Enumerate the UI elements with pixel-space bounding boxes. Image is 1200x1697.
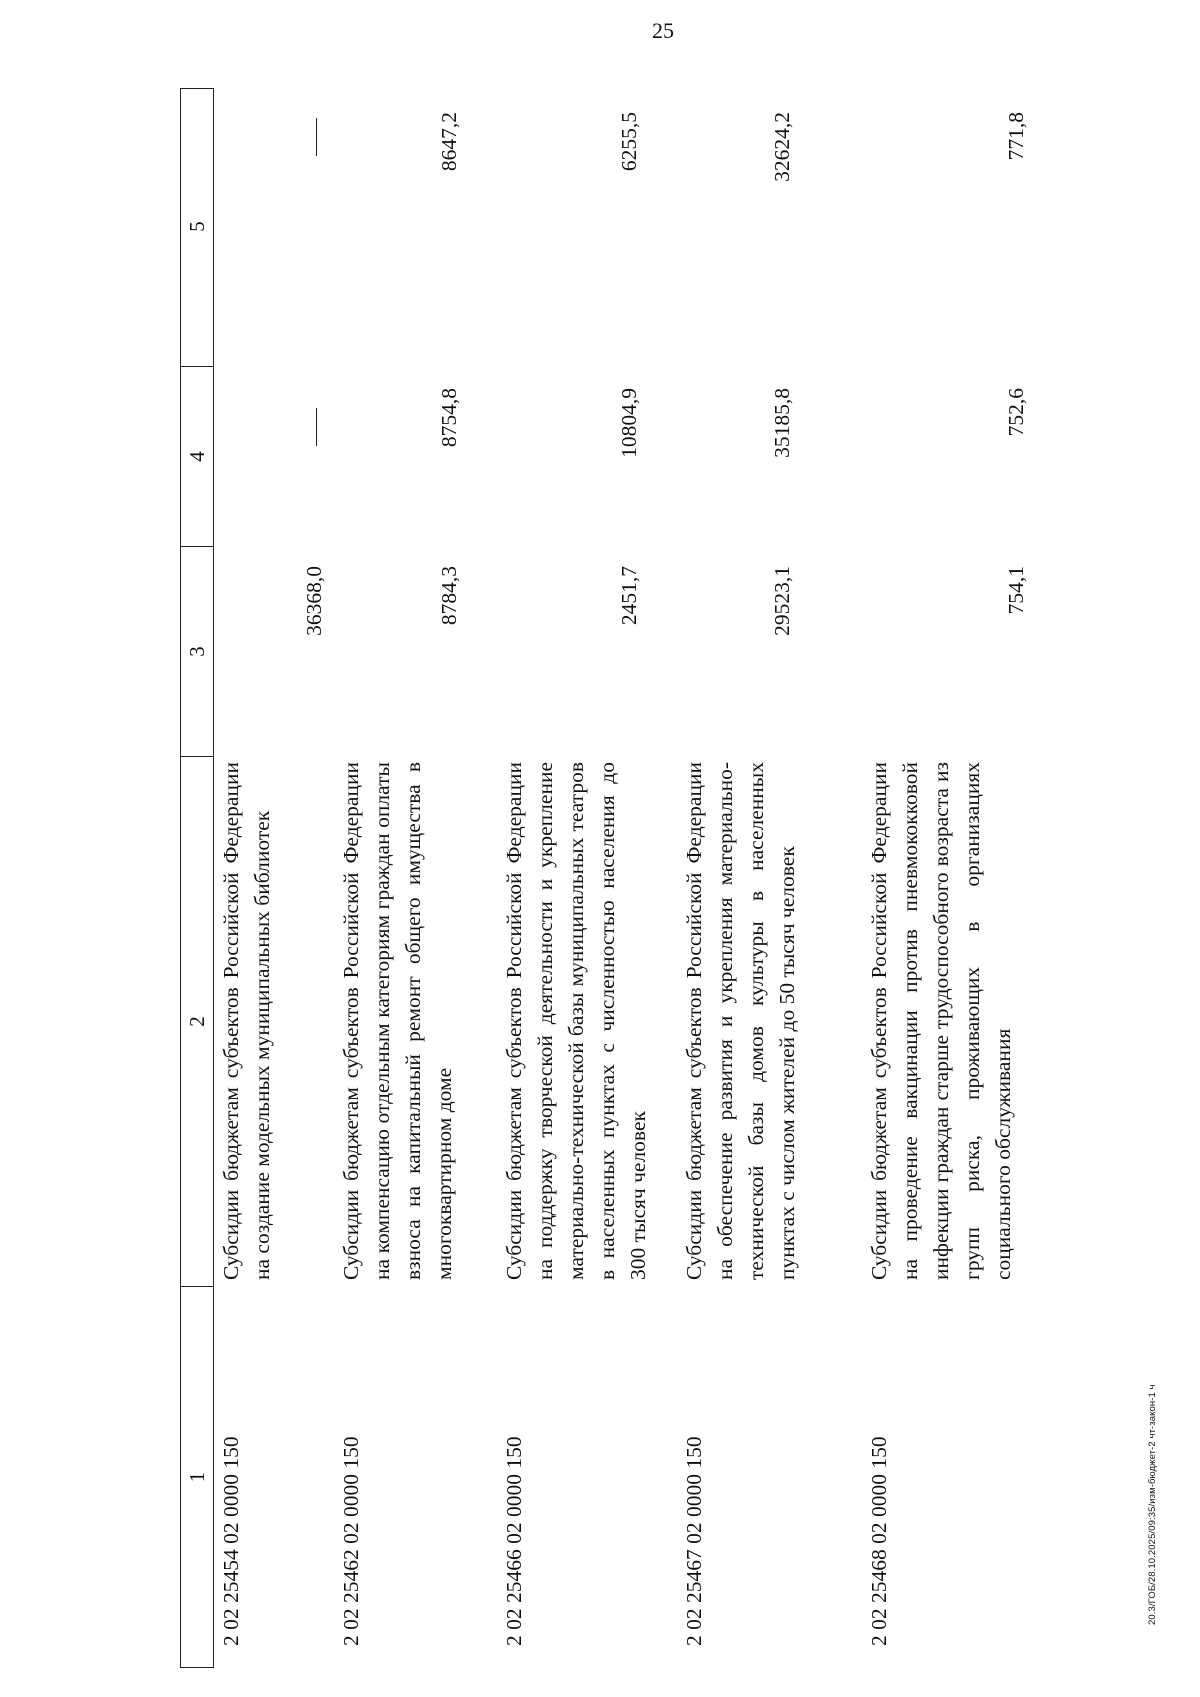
value-col-5-text: 6255,5 (617, 112, 641, 172)
header-col-2: 2 (181, 757, 213, 1287)
header-col-1: 1 (185, 1471, 209, 1483)
value-col-3 (677, 548, 862, 758)
value-col-3-text: 754,1 (1004, 566, 1028, 615)
budget-code: 2 02 25454 02 0000 150 (219, 1436, 243, 1646)
value-col-5-text: 32624,2 (770, 112, 794, 182)
row-description: Субсидии бюджетам субъектов Российской Федерации на поддержку творческой деятельности и укрепление материально-технической базы муниципальных театров в населенных пунктах с численностью населения до 300 тысяч человек (502, 762, 650, 1280)
value-col-5 (497, 88, 677, 368)
value-col-4-text: 752,6 (1004, 388, 1028, 437)
value-col-4 (334, 368, 497, 548)
value-col-5 (334, 88, 497, 368)
value-col-3 (497, 548, 677, 758)
value-col-3 (862, 548, 1032, 758)
budget-table (180, 88, 1080, 1668)
table-row (497, 88, 677, 1668)
document-stamp: 20.3/ГОБ/28.10.2025/09:35/изм-бюджет-2 чт-закон-1 ч (1147, 1384, 1158, 1625)
row-description: Субсидии бюджетам субъектов Российской Федерации на компенсацию отдельным категориям граждан оплаты взноса на капитальный ремонт общего имущества в многоквартирном доме (339, 762, 456, 1280)
page-number: 25 (652, 18, 674, 43)
header-col-5: 5 (181, 87, 213, 367)
value-col-4 (677, 368, 862, 548)
header-col-3: 3 (181, 547, 213, 757)
value-col-4 (862, 368, 1032, 548)
value-col-3-text: 36368,0 (302, 566, 326, 636)
dash-mark (316, 118, 317, 156)
row-description: Субсидии бюджетам субъектов Российской Федерации на создание модельных муниципальных библиотек (219, 762, 274, 1280)
value-col-3 (334, 548, 497, 758)
value-col-3-text: 2451,7 (617, 566, 641, 626)
value-col-3 (214, 548, 334, 758)
value-col-4 (497, 368, 677, 548)
table-row (214, 88, 334, 1668)
dash-mark (316, 408, 317, 446)
value-col-5-text: 771,8 (1004, 112, 1028, 161)
value-col-5 (862, 88, 1032, 368)
budget-code: 2 02 25466 02 0000 150 (502, 1436, 526, 1646)
value-col-3-text: 8784,3 (437, 566, 461, 626)
value-col-5-text: 8647,2 (437, 112, 461, 172)
row-description: Субсидии бюджетам субъектов Российской Федерации на обеспечение развития и укрепления материально-технической базы домов культуры в населенных пунктах с числом жителей до 50 тысяч человек (682, 762, 799, 1280)
value-col-5 (677, 88, 862, 368)
budget-code: 2 02 25467 02 0000 150 (682, 1436, 706, 1646)
value-col-4-text: 10804,9 (617, 388, 641, 458)
table-row (862, 88, 1032, 1668)
value-col-5 (214, 88, 334, 368)
value-col-4 (214, 368, 334, 548)
header-col-4: 4 (181, 367, 213, 547)
value-col-3-text: 29523,1 (770, 566, 794, 636)
table-header-row (180, 88, 214, 1668)
value-col-4-text: 35185,8 (770, 388, 794, 458)
budget-code: 2 02 25462 02 0000 150 (339, 1436, 363, 1646)
table-row (334, 88, 497, 1668)
value-col-4-text: 8754,8 (437, 388, 461, 448)
table-row (677, 88, 862, 1668)
budget-code: 2 02 25468 02 0000 150 (867, 1436, 891, 1646)
row-description: Субсидии бюджетам субъектов Российской Федерации на проведение вакцинации против пневмококковой инфекции граждан старше трудоспособного возраста из групп риска, проживающих в организациях социального обслуживания (867, 762, 1015, 1280)
